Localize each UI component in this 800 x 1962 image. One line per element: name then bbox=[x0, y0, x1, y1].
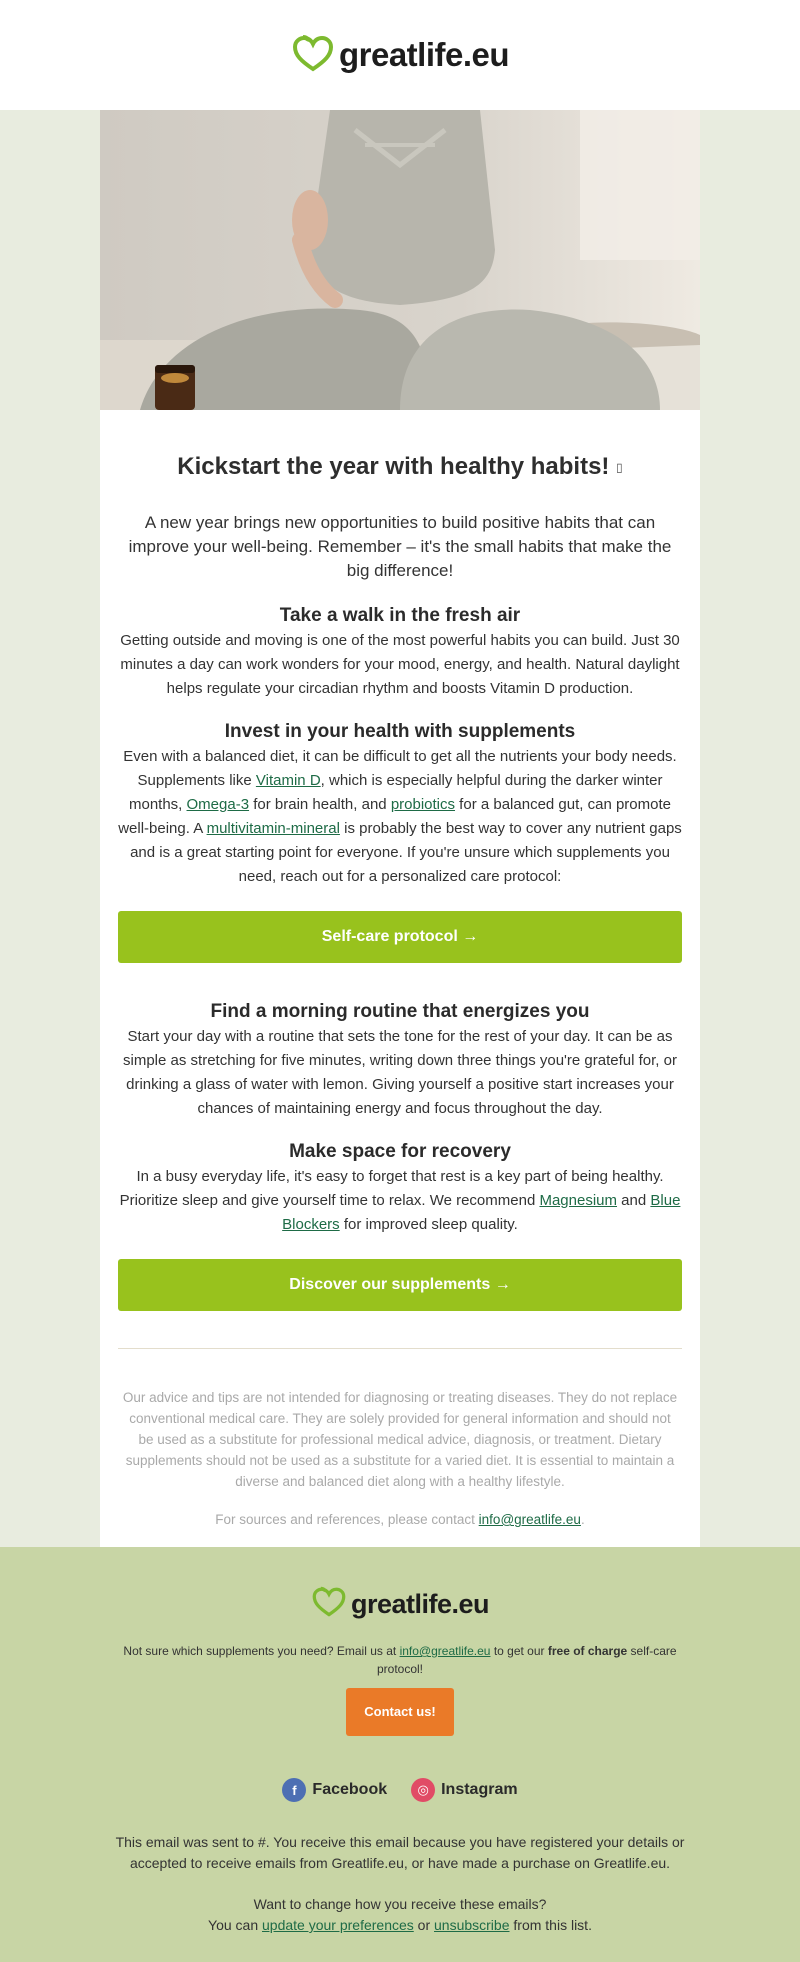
blue-blockers-link[interactable]: Blue Blockers bbox=[282, 1192, 681, 1233]
social-links bbox=[0, 1778, 800, 1802]
recovery-text-1: In a busy everyday life, it's easy to forget that rest is a key part of being healthy. Prioritize sleep and give yourself time to relax. We recommend bbox=[119, 1168, 664, 1209]
supplements-text-1: Even with a balanced diet, it can be difficult to get all the nutrients your body needs. Supplements like bbox=[123, 748, 677, 789]
footer-logo[interactable] bbox=[0, 1585, 800, 1623]
sources-note bbox=[118, 1512, 682, 1527]
footer-help-note bbox=[120, 1642, 680, 1678]
section-title-supplements: Invest in your health with supplements bbox=[224, 721, 576, 742]
supplements-text-5: is probably the best way to cover any nutrient gaps and is a great starting point for everyone. If you're unsure which supplements you need, reach out for a personalized care protocol: bbox=[130, 820, 682, 885]
recovery-text-3: for improved sleep quality. bbox=[339, 1216, 518, 1233]
headline-text: Kickstart the year with healthy habits! bbox=[177, 453, 610, 480]
heart-leaf-icon bbox=[311, 1585, 347, 1623]
medical-disclaimer: Our advice and tips are not intended for diagnosing or treating diseases. They do not replace conventional medical care. They are solely provided for general information and should not be used as a substitute for professional medical advice, diagnosis, or treatment. Dietary supplements should not be used as a substitute for a varied diet. It is essential to maintain a diverse and balanced diet along with a healthy lifestyle. bbox=[122, 1390, 678, 1489]
supplements-text-3: for brain health, and bbox=[249, 796, 391, 813]
unsubscribe-link[interactable]: unsubscribe bbox=[434, 1917, 510, 1933]
magnesium-link[interactable]: Magnesium bbox=[539, 1192, 618, 1209]
omega-3-link[interactable]: Omega-3 bbox=[186, 796, 250, 813]
multivitamin-link[interactable]: multivitamin-mineral bbox=[206, 820, 340, 837]
update-preferences-link[interactable]: update your preferences bbox=[262, 1917, 414, 1933]
section-title-morning: Find a morning routine that energizes you bbox=[210, 1001, 590, 1022]
prefs-text-3: from this list. bbox=[509, 1917, 592, 1933]
contact-us-button[interactable]: Contact us! bbox=[346, 1688, 454, 1736]
instagram-icon: ◎ bbox=[411, 1778, 435, 1802]
instagram-link[interactable] bbox=[411, 1778, 517, 1802]
section-body-recovery bbox=[118, 1165, 682, 1237]
email-content bbox=[100, 410, 700, 1547]
email-header bbox=[0, 0, 800, 110]
main-headline bbox=[118, 453, 682, 481]
prefs-text-1: You can bbox=[208, 1917, 262, 1933]
content-divider bbox=[118, 1348, 682, 1349]
footer-note-1: Not sure which supplements you need? Email us at bbox=[123, 1644, 400, 1658]
legal-notice: This email was sent to #. You receive this email because you have registered your details or accepted to receive emails from Greatlife.eu, or have made a purchase on Greatlife.eu. bbox=[115, 1834, 685, 1871]
supplements-text-2: , which is especially helpful during the darker winter months, bbox=[128, 772, 663, 813]
brand-logo[interactable] bbox=[291, 33, 509, 78]
probiotics-link[interactable]: probiotics bbox=[390, 796, 456, 813]
discover-supplements-button[interactable]: Discover our supplements → bbox=[118, 1259, 682, 1311]
instagram-label: Instagram bbox=[441, 1781, 518, 1798]
section-title-recovery: Make space for recovery bbox=[289, 1141, 511, 1162]
footer-email-link[interactable]: info@greatlife.eu bbox=[399, 1644, 491, 1658]
footer-note-bold: free of charge bbox=[547, 1644, 628, 1658]
intro-paragraph: A new year brings new opportunities to build positive habits that can improve your well-being. Remember – it's the small habits that make the big difference! bbox=[128, 513, 672, 580]
hero-image bbox=[100, 110, 700, 410]
prefs-text-2: or bbox=[413, 1917, 434, 1933]
sources-text: For sources and references, please contact bbox=[215, 1512, 479, 1527]
email-footer bbox=[0, 1547, 800, 1962]
sources-end: . bbox=[580, 1512, 585, 1527]
hero-illustration bbox=[100, 110, 700, 410]
prefs-question: Want to change how you receive these emails? bbox=[253, 1896, 547, 1912]
self-care-protocol-button[interactable]: Self-care protocol → bbox=[118, 911, 682, 963]
facebook-link[interactable] bbox=[282, 1778, 387, 1802]
recovery-text-2: and bbox=[617, 1192, 651, 1209]
section-body-walk: Getting outside and moving is one of the most powerful habits you can build. Just 30 minutes a day can work wonders for your mood, energy, and health. Natural daylight helps regulate your circadian rhythm and boosts Vitamin D production. bbox=[120, 632, 680, 697]
email-body bbox=[100, 110, 700, 1547]
facebook-icon: f bbox=[282, 1778, 306, 1802]
section-body-morning: Start your day with a routine that sets the tone for the rest of your day. It can be as simple as stretching for five minutes, writing down three things you're grateful for, or drinking a glass of water with lemon. Giving yourself a positive start increases your chances of maintaining energy and focus throughout the day. bbox=[123, 1028, 677, 1117]
footer-note-2: to get our bbox=[490, 1644, 548, 1658]
brand-name: greatlife.eu bbox=[338, 36, 510, 73]
supplements-text-4: for a balanced gut, can promote well-being. A bbox=[118, 796, 671, 837]
facebook-label: Facebook bbox=[312, 1781, 388, 1798]
section-title-walk: Take a walk in the fresh air bbox=[279, 605, 521, 626]
sources-email-link[interactable]: info@greatlife.eu bbox=[478, 1512, 581, 1527]
vitamin-d-link[interactable]: Vitamin D bbox=[255, 772, 321, 789]
section-body-supplements bbox=[118, 745, 682, 889]
footer-brand-name: greatlife.eu bbox=[350, 1588, 490, 1619]
heart-leaf-icon bbox=[291, 33, 335, 78]
footer-note-3: self-care protocol! bbox=[376, 1644, 677, 1676]
preferences-note bbox=[100, 1894, 700, 1936]
headline-glyph: ▯ bbox=[616, 460, 623, 475]
